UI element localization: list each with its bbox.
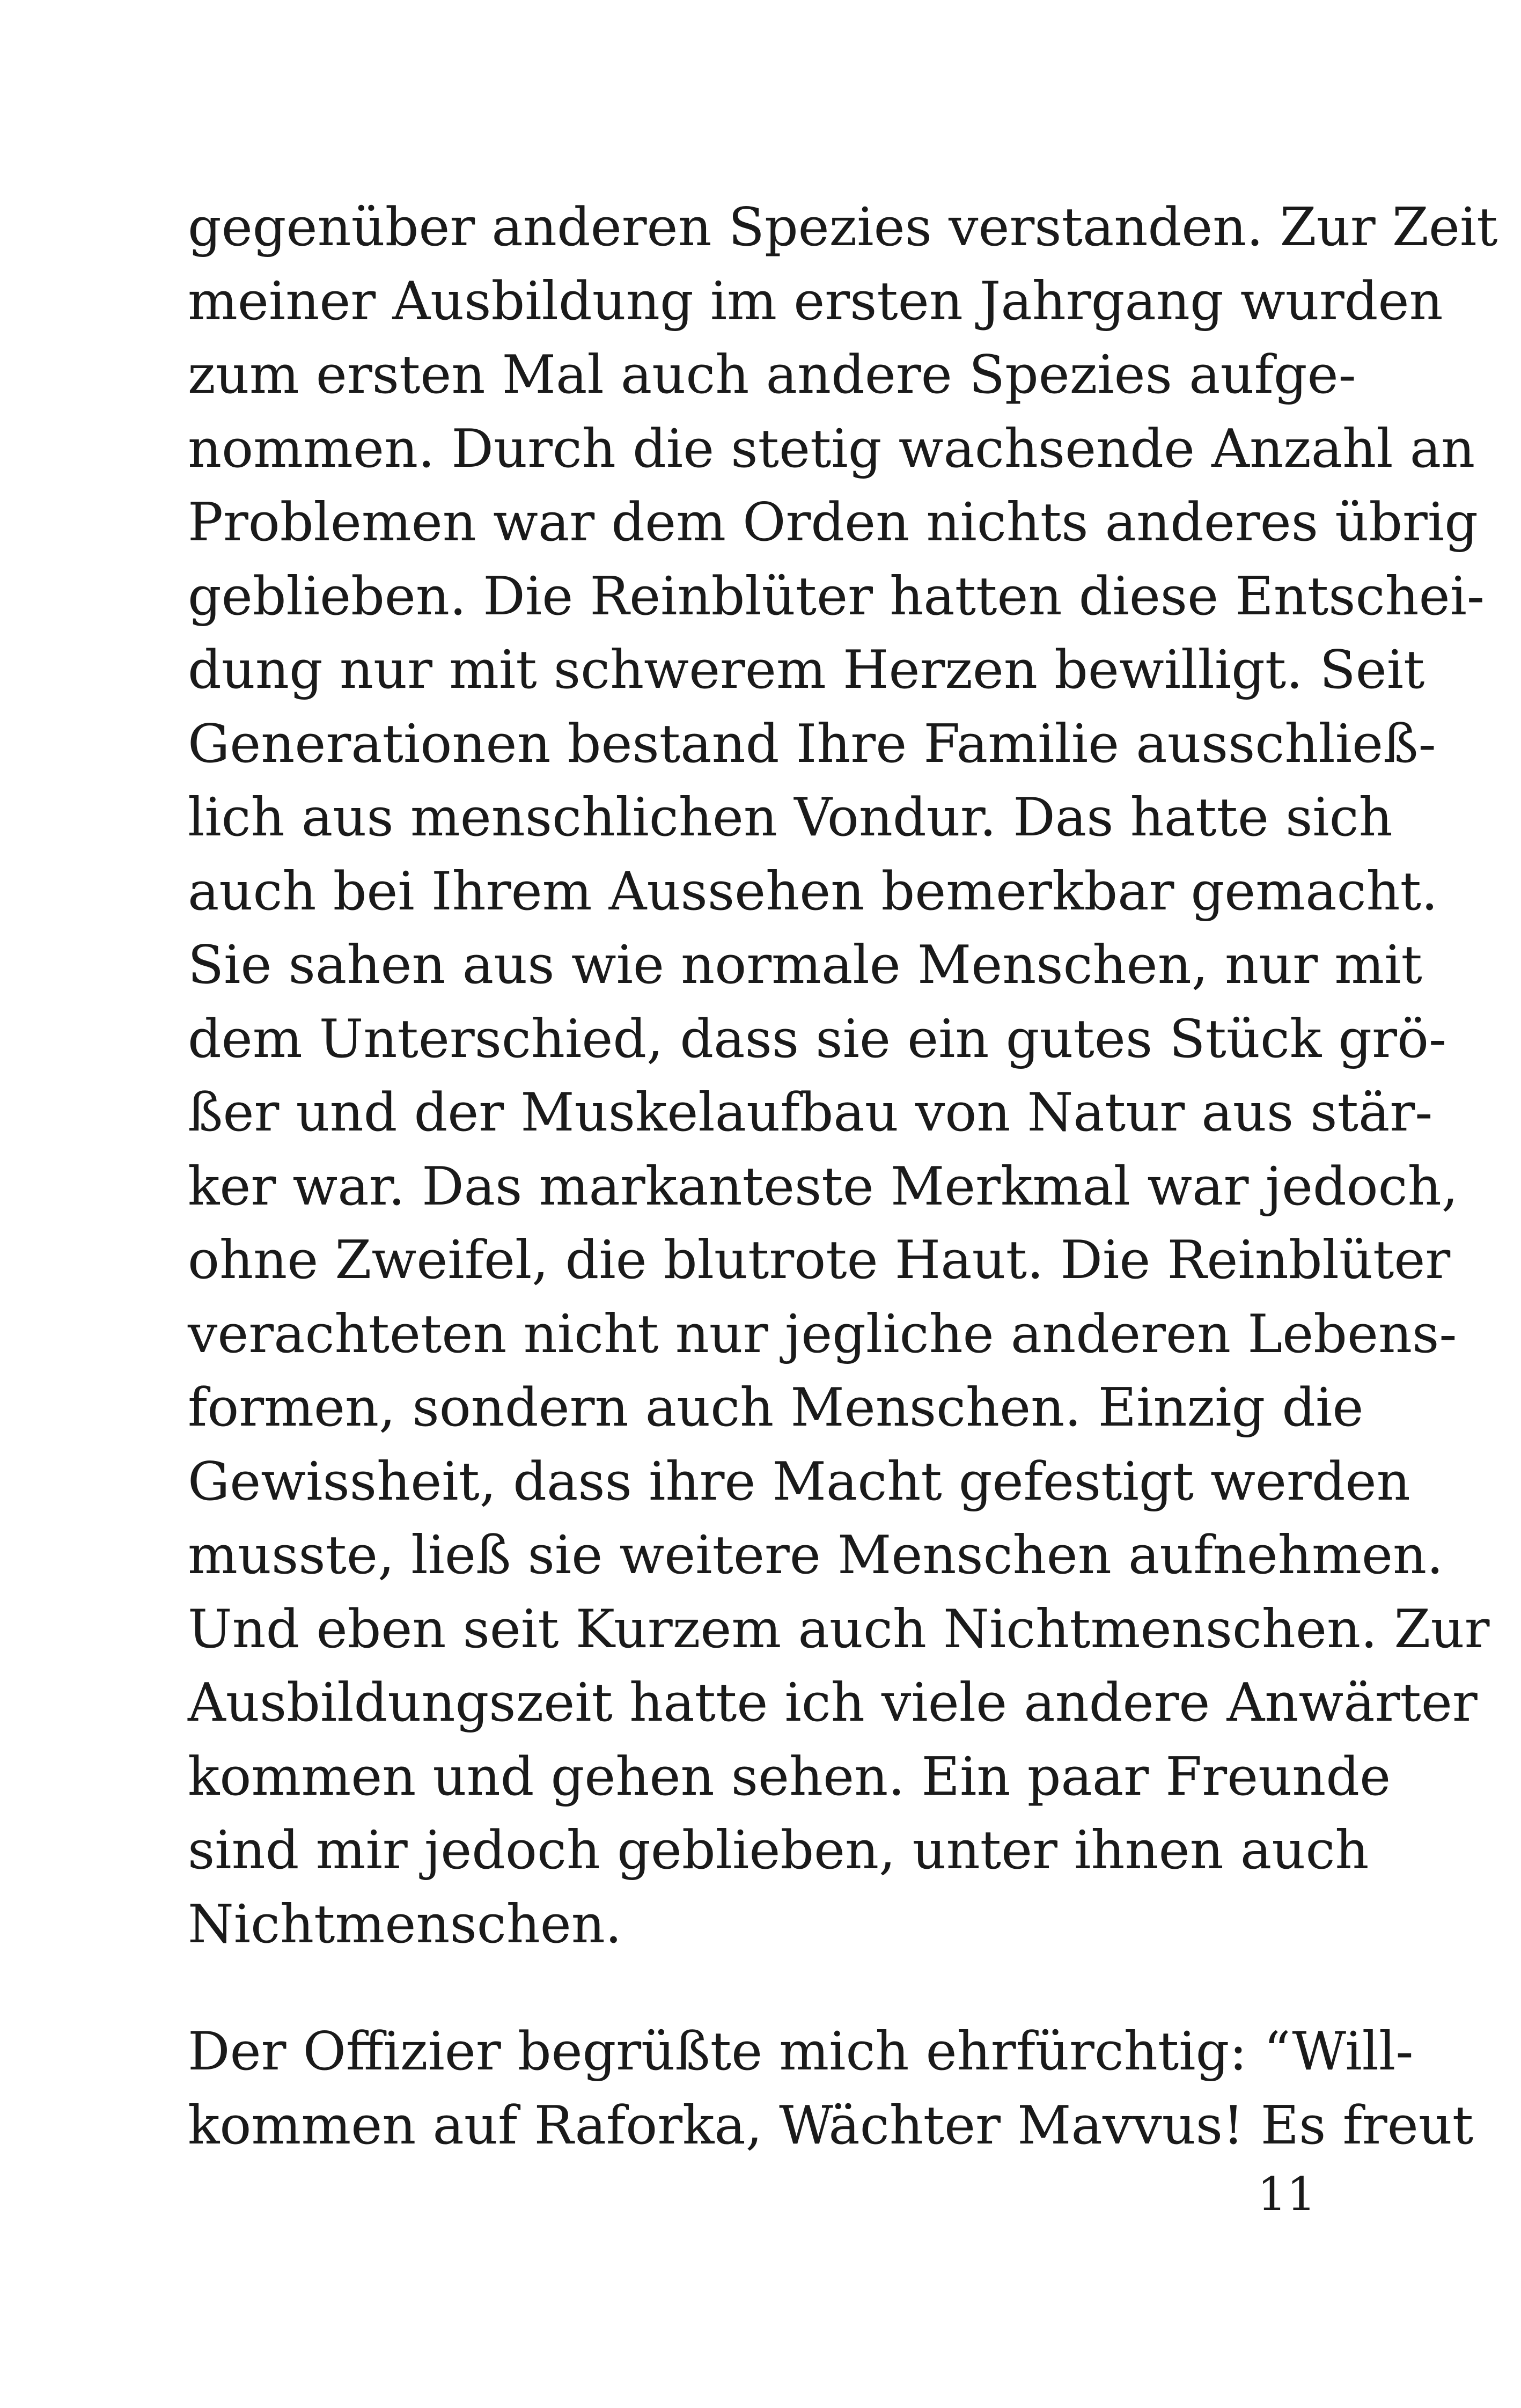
text-line: sind mir jedoch geblieben, unter ihnen auch bbox=[188, 1820, 1369, 1881]
text-line: ker war. Das markanteste Merkmal war jedoch, bbox=[188, 1156, 1458, 1217]
page-number: 11 bbox=[1257, 2168, 1316, 2221]
text-line: kommen und gehen sehen. Ein paar Freunde bbox=[188, 1746, 1391, 1808]
text-line: Der Offizier begrüßte mich ehrfürchtig: “Will- bbox=[188, 2021, 1414, 2082]
text-line: formen, sondern auch Menschen. Einzig die bbox=[188, 1377, 1364, 1438]
text-line: Und eben seit Kurzem auch Nichtmenschen. Zur bbox=[188, 1598, 1490, 1660]
text-line: Ausbildungszeit hatte ich viele andere Anwärter bbox=[188, 1672, 1478, 1734]
text-line: zum ersten Mal auch andere Spezies aufge- bbox=[188, 344, 1356, 406]
body-paragraph bbox=[188, 191, 1498, 1962]
text-line: Sie sahen aus wie normale Menschen, nur mit bbox=[188, 935, 1422, 996]
text-line: verachteten nicht nur jegliche anderen Lebens- bbox=[188, 1303, 1457, 1365]
text-line: Problemen war dem Orden nichts anderes übrig bbox=[188, 492, 1478, 553]
text-line: kommen auf Raforka, Wächter Mavvus! Es freut bbox=[188, 2095, 1474, 2156]
text-line: Nichtmenschen. bbox=[188, 1893, 622, 1955]
text-line: geblieben. Die Reinblüter hatten diese Entschei- bbox=[188, 566, 1485, 627]
text-line: lich aus menschlichen Vondur. Das hatte sich bbox=[188, 787, 1393, 848]
text-line: gegenüber anderen Spezies verstanden. Zur Zeit bbox=[188, 197, 1498, 258]
text-line: meiner Ausbildung im ersten Jahrgang wurden bbox=[188, 270, 1443, 332]
text-line: nommen. Durch die stetig wachsende Anzahl an bbox=[188, 418, 1475, 480]
text-line: ohne Zweifel, die blutrote Haut. Die Reinblüter bbox=[188, 1230, 1451, 1291]
text-line: Generationen bestand Ihre Familie ausschließ- bbox=[188, 713, 1436, 775]
text-line: musste, ließ sie weitere Menschen aufnehmen. bbox=[188, 1525, 1444, 1586]
text-line: dung nur mit schwerem Herzen bewilligt. Seit bbox=[188, 640, 1425, 701]
text-line: Gewissheit, dass ihre Macht gefestigt werden bbox=[188, 1451, 1410, 1513]
text-line: ßer und der Muskelaufbau von Natur aus stär- bbox=[188, 1082, 1433, 1143]
text-line: dem Unterschied, dass sie ein gutes Stück grö- bbox=[188, 1008, 1447, 1070]
text-line: auch bei Ihrem Aussehen bemerkbar gemacht. bbox=[188, 861, 1438, 922]
body-paragraph bbox=[188, 2015, 1474, 2163]
